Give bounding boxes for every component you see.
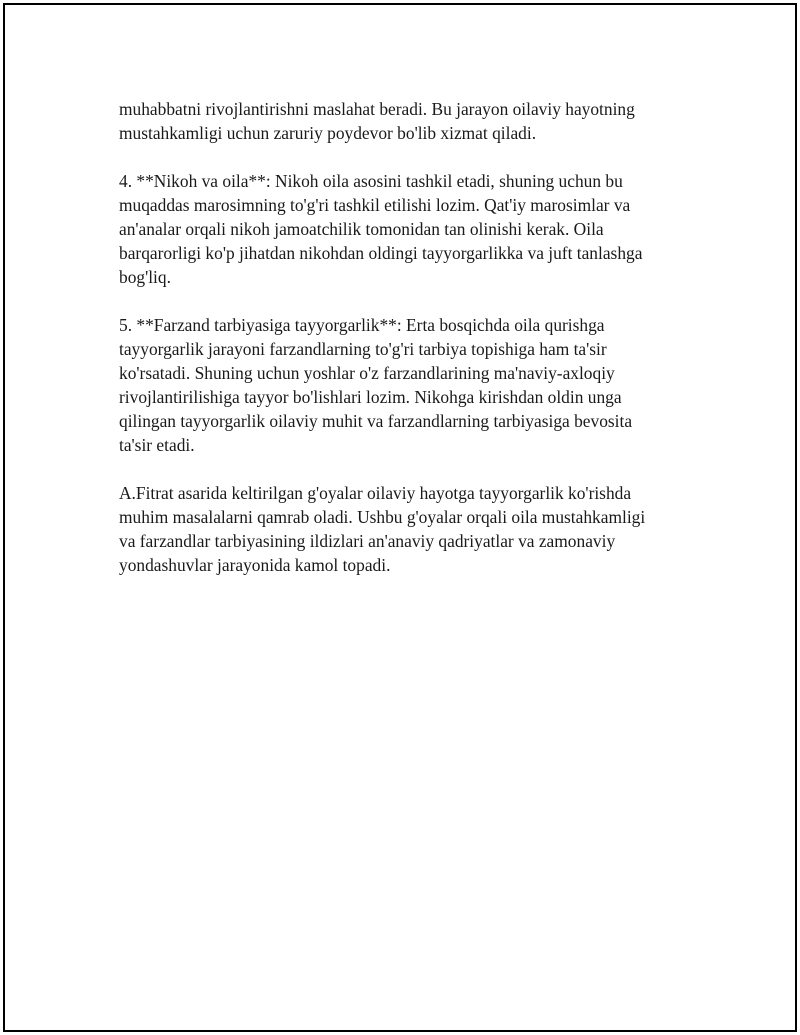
paragraph-conclusion: A.Fitrat asarida keltirilgan g'oyalar oilaviy hayotga tayyorgarlik ko'rishda muhim masalalarni qamrab oladi. Ushbu g'oyalar orqali oila mustahkamligi va farzandlar tarbiyasining ildizlari an'anaviy qadriyatlar va zamonaviy yondashuvlar jarayonida kamol topadi. [119,483,646,575]
page-frame [3,3,797,1032]
document-body [119,97,689,601]
paragraph-child-upbringing: 5. **Farzand tarbiyasiga tayyorgarlik**: Erta bosqichda oila qurishga tayyorgarlik jarayoni farzandlarning to'g'ri tarbiya topishiga ham ta'sir ko'rsatadi. Shuning uchun yoshlar o'z farzandlarining ma'naviy-axloqiy rivojlantirilishiga tayyor bo'lishlari lozim. Nikohga kirishdan oldin unga qilingan tayyorgarlik oilaviy muhit va farzandlarning tarbiyasiga bevosita ta'sir etadi. [119,315,633,455]
paragraph-continuation: muhabbatni rivojlantirishni maslahat beradi. Bu jarayon oilaviy hayotning mustahkamligi uchun zaruriy poydevor bo'lib xizmat qiladi. [119,99,635,143]
paragraph-marriage-and-family: 4. **Nikoh va oila**: Nikoh oila asosini tashkil etadi, shuning uchun bu muqaddas marosimning to'g'ri tashkil etilishi lozim. Qat'iy marosimlar va an'analar orqali nikoh jamoatchilik tomonidan tan olinishi kerak. Oila barqarorligi ko'p jihatdan nikohdan oldingi tayyorgarlikka va juft tanlashga bog'liq. [119,171,643,287]
